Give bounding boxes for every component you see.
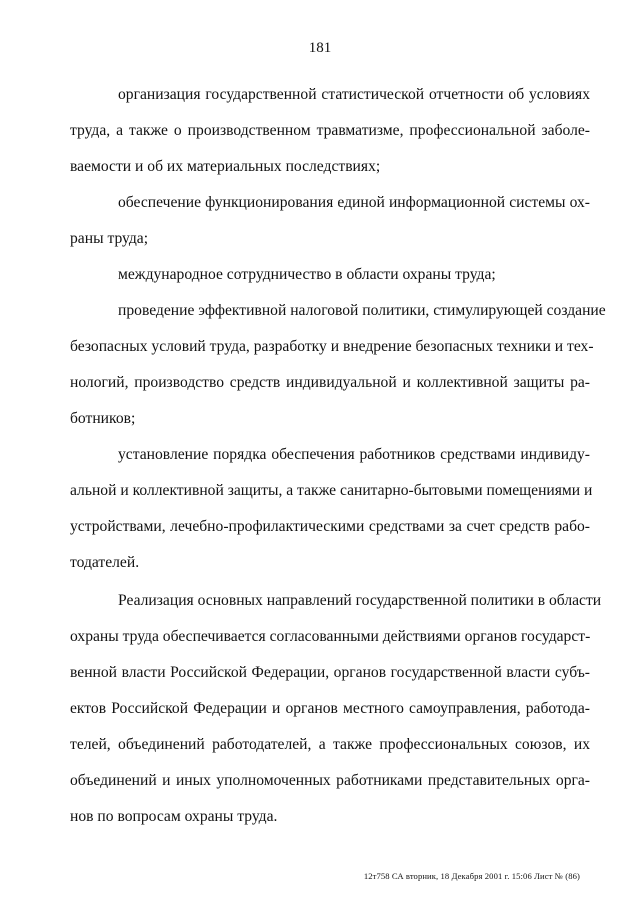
text-line: нологий, производство средств индивидуальной и коллективной защиты ра-: [70, 374, 590, 391]
text-line: венной власти Российской Федерации, органов государственной власти субъ-: [70, 664, 590, 681]
text-line: обеспечение функционирования единой информационной системы ох-: [118, 194, 590, 211]
text-line: устройствами, лечебно-профилактическими средствами за счет средств рабо-: [70, 518, 590, 535]
text-line: нов по вопросам охраны труда.: [70, 808, 278, 825]
text-line: ваемости и об их материальных последствиях;: [70, 158, 381, 175]
page-number: 181: [308, 40, 332, 56]
text-line: организация государственной статистической отчетности об условиях: [118, 86, 590, 103]
text-line: безопасных условий труда, разработку и внедрение безопасных техники и тех-: [70, 338, 594, 355]
text-line: установление порядка обеспечения работников средствами индивиду-: [118, 446, 590, 463]
text-line: проведение эффективной налоговой политики, стимулирующей создание: [118, 302, 606, 319]
text-line: альной и коллективной защиты, а также санитарно-бытовыми помещениями и: [70, 482, 593, 499]
text-line: ботников;: [70, 410, 136, 427]
text-line: ектов Российской Федерации и органов местного самоуправления, работода-: [70, 700, 590, 717]
footer-stamp: 12т758 СА вторник, 18 Декабря 2001 г. 15:06 Лист № (86): [363, 871, 580, 881]
text-line: телей, объединений работодателей, а также профессиональных союзов, их: [70, 736, 590, 753]
text-line: Реализация основных направлений государственной политики в области: [118, 592, 602, 609]
text-line: труда, а также о производственном травматизме, профессиональной заболе-: [70, 122, 590, 139]
text-line: тодателей.: [70, 554, 140, 571]
text-line: раны труда;: [70, 230, 149, 247]
text-line: международное сотрудничество в области охраны труда;: [118, 266, 496, 283]
text-line: объединений и иных уполномоченных работниками представительных орга-: [70, 772, 590, 789]
text-line: охраны труда обеспечивается согласованными действиями органов государст-: [70, 628, 591, 645]
